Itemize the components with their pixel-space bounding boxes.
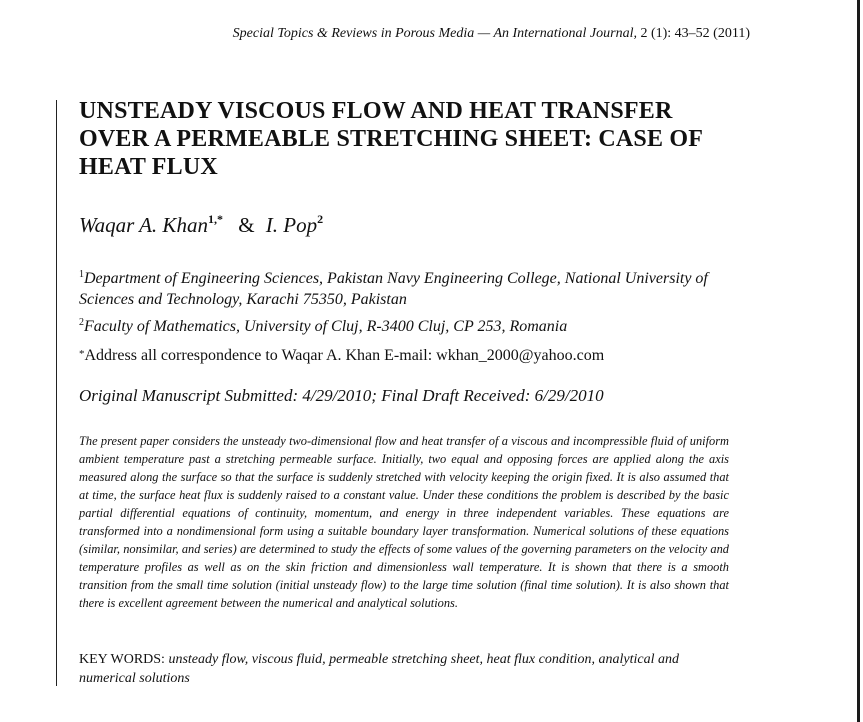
title-line-2: OVER A PERMEABLE STRETCHING SHEET: CASE OF (79, 126, 704, 152)
right-edge-rule (857, 0, 860, 722)
correspondence-text: Address all correspondence to Waqar A. Khan E-mail: wkhan_2000@yahoo.com (84, 347, 605, 364)
keywords-label: KEY WORDS: (79, 652, 165, 667)
affiliation-1-mark: 1 (79, 269, 84, 280)
author-pop-affiliation-mark: 2 (317, 212, 324, 226)
left-margin-rule (56, 100, 57, 686)
manuscript-dates: Original Manuscript Submitted: 4/29/2010; Final Draft Received: 6/29/2010 (79, 386, 604, 405)
author-pop: I. Pop (265, 213, 318, 237)
affiliation-1-text: Department of Engineering Sciences, Pakistan Navy Engineering College, National University of Sciences and Technology, Karachi 75350, Pakistan (79, 270, 708, 308)
paper-title (79, 97, 739, 181)
journal-name: Special Topics & Reviews in Porous Media — An International Journal, (232, 26, 637, 41)
title-line-1: UNSTEADY VISCOUS FLOW AND HEAT TRANSFER (79, 98, 673, 124)
keywords-text: unsteady flow, viscous fluid, permeable stretching sheet, heat flux condition, analytical and numerical solutions (79, 652, 679, 686)
author-separator: & (238, 213, 255, 237)
affiliation-2 (79, 312, 739, 337)
correspondence-mark: * (79, 348, 85, 360)
keywords (79, 650, 739, 688)
author-khan: Waqar A. Khan (79, 213, 208, 237)
affiliation-1 (79, 264, 739, 310)
journal-citation: 2 (1): 43–52 (2011) (640, 26, 750, 41)
affiliation-2-mark: 2 (79, 317, 84, 328)
abstract: The present paper considers the unsteady two-dimensional flow and heat transfer of a viscous and incompressible fluid of uniform ambient temperature past a stretching permeable surface. Initially, two equal and opposing forces are applied along the axis measured along the surface so that the surface is suddenly stretched with velocity keeping the origin fixed. It is also assumed that at time, the surface heat flux is suddenly raised to a constant value. Under these conditions the problem is described by the basic partial differential equations of continuity, momentum, and energy in three independent variables. These equations are transformed into a nondimensional form using a suitable boundary layer transformation. Numerical solutions of these equations (similar, nonsimilar, and series) are determined to study the effects of some values of the governing parameters on the velocity and temperature profiles as well as on the skin friction and dimensionless wall temperature. It is shown that there is a smooth transition from the small time solution (initial unsteady flow) to the large time solution (final time solution). It is also shown that there is excellent agreement between the numerical and analytical solutions. (79, 434, 729, 610)
journal-header (233, 26, 750, 42)
author-khan-affiliation-mark: 1,* (207, 212, 223, 226)
correspondence-note (79, 347, 604, 365)
author-list (79, 212, 323, 238)
title-line-3: HEAT FLUX (79, 154, 218, 180)
affiliation-2-text: Faculty of Mathematics, University of Cluj, R-3400 Cluj, CP 253, Romania (84, 318, 568, 335)
